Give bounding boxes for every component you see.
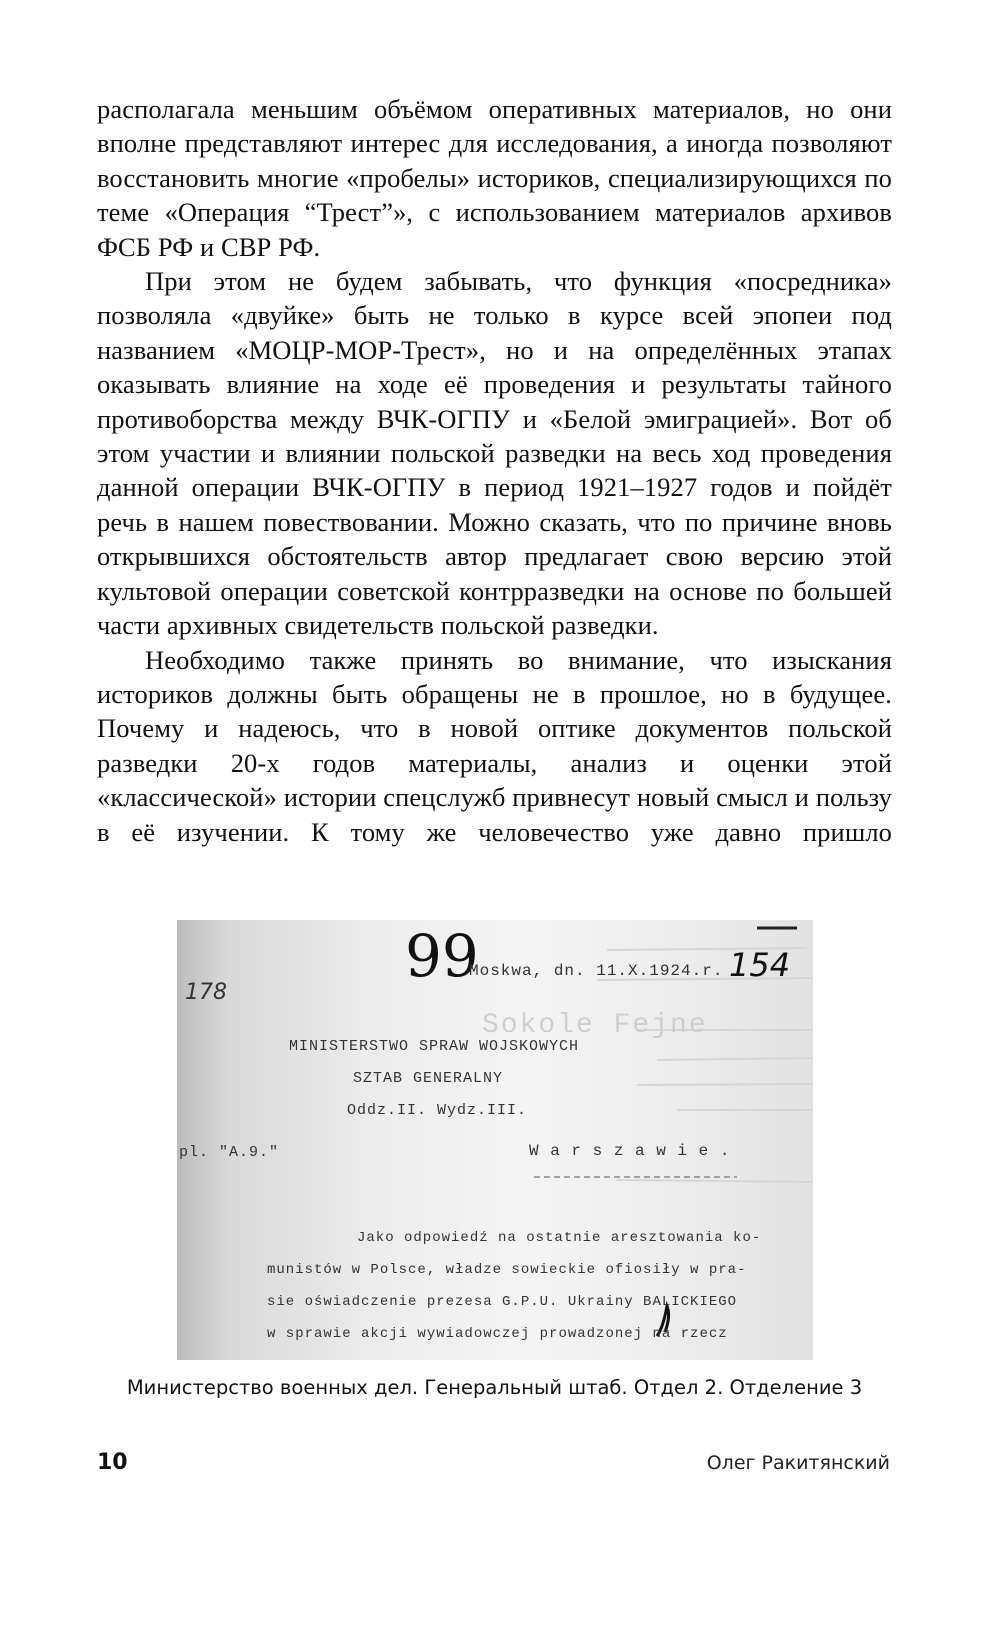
paragraph: При этом не будем забывать, что функция «посредника» позволяла «двуйке» быть не только в курсе всей эпопеи под названием «МОЦР-МОР-Трест», но и на определённых этапах оказывать влияние на ходе её проведения и результаты тайного противоборства между ВЧК-ОГПУ и «Белой эмиграцией». Вот об этом участии и влиянии польской разведки на весь ход проведения данной операции ВЧК-ОГПУ в период 1921–1927 годов и пойдёт речь в нашем повествовании. Можно сказать, что по причине вновь открывшихся обстоятельств автор предлагает свою версию этой культовой операции советской контрразведки на основе по большей части архивных свидетельств польской разведки.: [97, 266, 892, 641]
page-number: 10: [97, 1450, 128, 1475]
document-bleed-text: Sokole Fejne: [482, 1010, 708, 1041]
document-body-line: sie oświadczenie prezesa G.P.U. Ukrainy BALICKIEGO: [267, 1294, 738, 1310]
paragraph: Необходимо также принять во внимание, что изыскания историков должны быть обращены не в прошлое, но в будущее. Почему и надеюсь, что в новой оптике документов польской разведки 20-х годов материалы, анализ и оценки этой «классической» истории спецслужб привнесут новый смысл и пользу в её изучении. К тому же человечество уже давно пришло: [97, 644, 892, 847]
document-department-line: Oddz.II. Wydz.III.: [347, 1102, 528, 1119]
document-ministry-line: MINISTERSTWO SPRAW WOJSKOWYCH: [289, 1038, 580, 1055]
margin-note: 178: [185, 980, 227, 1005]
archival-document-photo: [177, 920, 813, 1360]
document-ref-code: pl. "A.9.": [179, 1144, 280, 1161]
handwritten-number: 99: [405, 922, 479, 990]
document-date-line: Moskwa, dn. 11.X.1924.r.: [469, 962, 724, 980]
handwritten-reference: 154: [729, 946, 791, 984]
figure-caption: Министерство военных дел. Генеральный штаб. Отдел 2. Отделение 3: [126, 1376, 863, 1399]
document-body-line: w sprawie akcji wywiadowczej prowadzonej na rzecz: [267, 1326, 728, 1342]
document-staff-line: SZTAB GENERALNY: [353, 1070, 504, 1087]
document-body-line: munistów w Polsce, władze sowieckie ofiosiły w pra-: [267, 1262, 747, 1278]
running-author: Олег Ракитянский: [706, 1452, 890, 1474]
body-text: [97, 92, 892, 849]
document-body-line: Jako odpowiedź na ostatnie aresztowania ko-: [357, 1230, 762, 1246]
paragraph: располагала меньшим объёмом оперативных материалов, но они вполне представляют интерес для исследования, а иногда позволяют восстановить многие «пробелы» историков, специализирующихся по теме «Операция “Трест”», с использованием материалов архивов ФСБ РФ и СВР РФ.: [97, 94, 892, 262]
document-city-line: W a r s z a w i e .: [529, 1142, 731, 1160]
